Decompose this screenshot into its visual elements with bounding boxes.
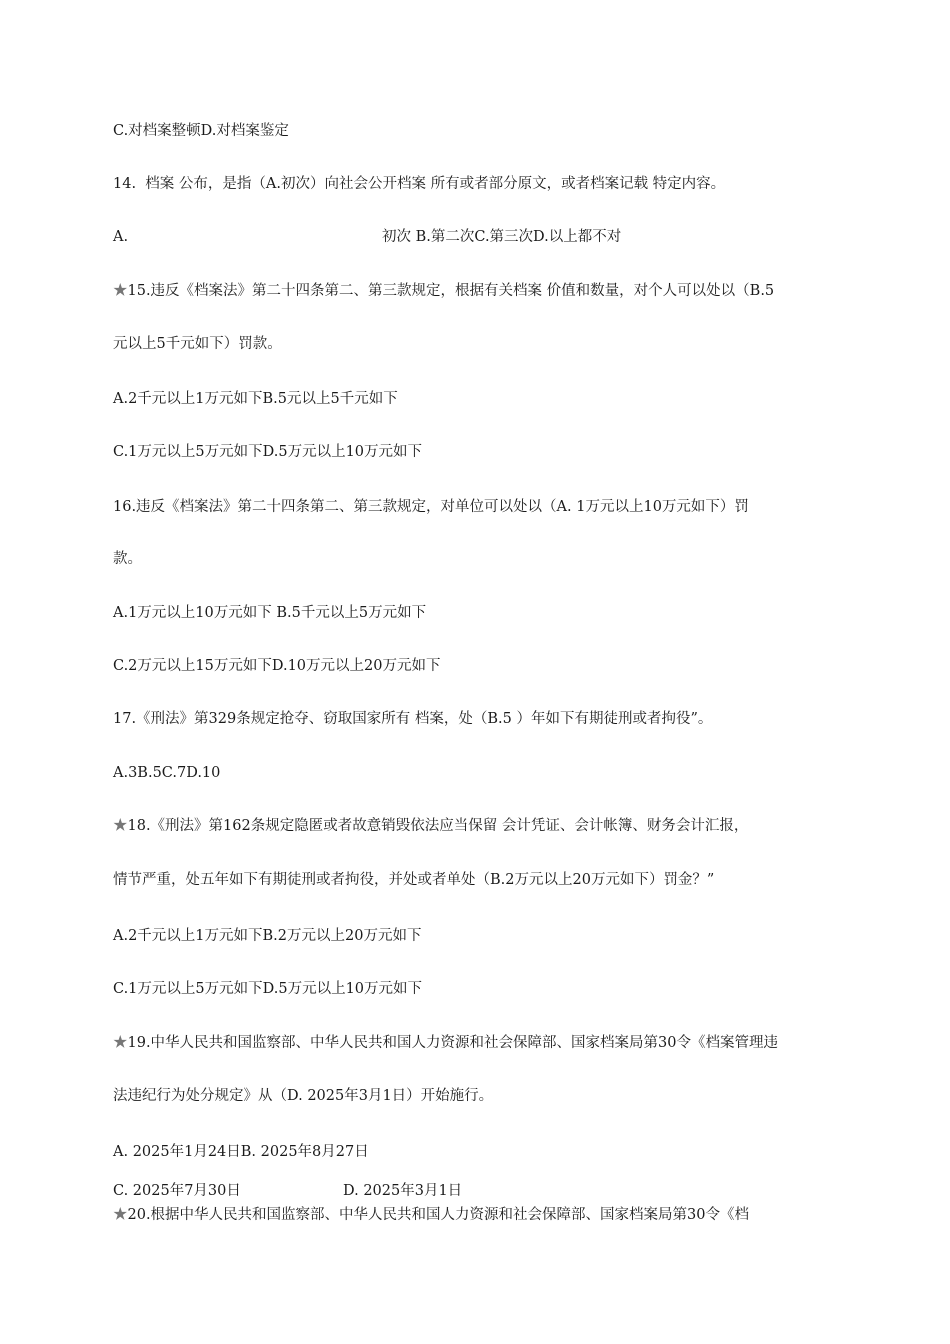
- options-18-a: A.2千元以上1万元如下B.2万元以上20万元如下: [113, 928, 422, 944]
- options-16-a: A.1万元以上10万元如下 B.5千元以上5万元如下: [113, 605, 427, 621]
- star-icon: ★: [113, 283, 128, 299]
- question-16-cont: 款。: [113, 551, 142, 567]
- question-16: 16.违反《档案法》第二十四条第二、第三款规定，对单位可以处以（A. 1万元以上10万元如下）罚: [113, 499, 749, 515]
- star-icon: ★: [113, 1207, 128, 1223]
- options-15-c: C.1万元以上5万元如下D.5万元以上10万元如下: [113, 444, 423, 460]
- question-18-cont: 情节严重，处五年如下有期徒刑或者拘役，并处或者单处（B.2万元以上20万元如下）罚金？”: [113, 872, 715, 888]
- question-14: 14. 档案 公布，是指（A.初次）向社会公开档案 所有或者部分原文，或者档案记载 特定内容。: [113, 176, 726, 192]
- options-19-a: A. 2025年1月24日B. 2025年8月27日: [113, 1144, 369, 1160]
- question-19: ★19.中华人民共和国监察部、中华人民共和国人力资源和社会保障部、国家档案局第30令《档案管理违: [113, 1035, 779, 1051]
- options-16-c: C.2万元以上15万元如下D.10万元以上20万元如下: [113, 658, 441, 674]
- star-icon: ★: [113, 818, 128, 834]
- question-17: 17.《刑法》第329条规定抢夺、窃取国家所有 档案，处（B.5 ）年如下有期徒刑或者拘役”。: [113, 711, 713, 727]
- question-15: ★15.违反《档案法》第二十四条第二、第三款规定，根据有关档案 价值和数量，对个人可以处以（B.5: [113, 283, 775, 299]
- question-19-cont: 法违纪行为处分规定》从（D. 2025年3月1日）开始施行。: [113, 1088, 494, 1104]
- options-19-d: D. 2025年3月1日: [343, 1183, 463, 1199]
- options-14: 初次 B.第二次C.第三次D.以上都不对: [382, 229, 622, 245]
- question-20: ★20.根据中华人民共和国监察部、中华人民共和国人力资源和社会保障部、国家档案局第30令《档: [113, 1207, 750, 1223]
- text-line-options-13: C.对档案整顿D.对档案鉴定: [113, 123, 289, 139]
- star-icon: ★: [113, 1035, 128, 1051]
- question-18: ★18.《刑法》第162条规定隐匿或者故意销毁依法应当保留 会计凭证、会计帐簿、财务会计汇报，: [113, 818, 749, 834]
- question-15-cont: 元以上5千元如下）罚款。: [113, 336, 282, 352]
- options-19-c: C. 2025年7月30日: [113, 1183, 241, 1199]
- options-14-label: A.: [113, 229, 129, 245]
- options-17: A.3B.5C.7D.10: [113, 765, 221, 781]
- options-18-c: C.1万元以上5万元如下D.5万元以上10万元如下: [113, 981, 423, 997]
- options-15-a: A.2千元以上1万元如下B.5元以上5千元如下: [113, 391, 398, 407]
